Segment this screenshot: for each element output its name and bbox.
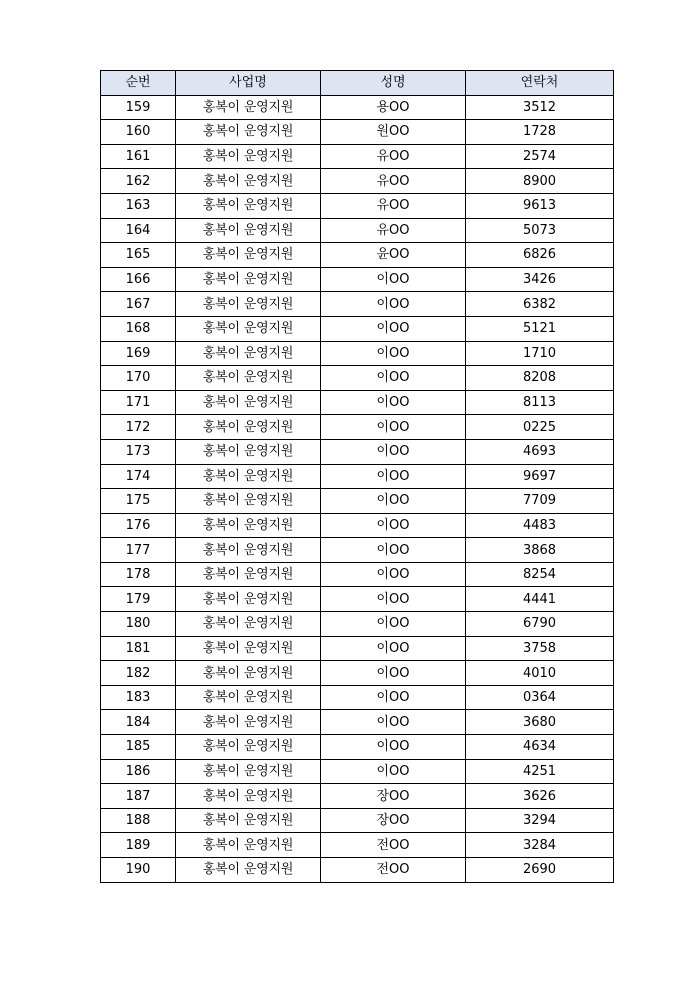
cell-number: 172 — [101, 415, 176, 440]
table-row — [101, 759, 614, 784]
cell-contact: 5073 — [466, 218, 614, 243]
table-row — [101, 439, 614, 464]
cell-contact: 3512 — [466, 95, 614, 120]
cell-name: 이OO — [321, 316, 466, 341]
cell-name: 유OO — [321, 218, 466, 243]
cell-project: 홍복이 운영지원 — [176, 562, 321, 587]
cell-number: 185 — [101, 735, 176, 760]
table-row — [101, 464, 614, 489]
cell-number: 162 — [101, 169, 176, 194]
table-row — [101, 858, 614, 883]
cell-number: 183 — [101, 685, 176, 710]
cell-number: 167 — [101, 292, 176, 317]
cell-name: 장OO — [321, 808, 466, 833]
table-row — [101, 661, 614, 686]
cell-project: 홍복이 운영지원 — [176, 833, 321, 858]
cell-project: 홍복이 운영지원 — [176, 169, 321, 194]
cell-number: 178 — [101, 562, 176, 587]
cell-project: 홍복이 운영지원 — [176, 366, 321, 391]
cell-name: 이OO — [321, 390, 466, 415]
table-row — [101, 808, 614, 833]
cell-contact: 3626 — [466, 784, 614, 809]
cell-number: 187 — [101, 784, 176, 809]
cell-name: 이OO — [321, 464, 466, 489]
cell-number: 171 — [101, 390, 176, 415]
cell-contact: 4693 — [466, 439, 614, 464]
cell-contact: 6790 — [466, 612, 614, 637]
cell-project: 홍복이 운영지원 — [176, 218, 321, 243]
cell-contact: 2690 — [466, 858, 614, 883]
cell-project: 홍복이 운영지원 — [176, 193, 321, 218]
table-row — [101, 267, 614, 292]
cell-name: 윤OO — [321, 243, 466, 268]
cell-name: 이OO — [321, 267, 466, 292]
cell-project: 홍복이 운영지원 — [176, 735, 321, 760]
cell-contact: 3758 — [466, 636, 614, 661]
cell-name: 유OO — [321, 169, 466, 194]
cell-name: 장OO — [321, 784, 466, 809]
table-row — [101, 636, 614, 661]
cell-number: 173 — [101, 439, 176, 464]
cell-number: 186 — [101, 759, 176, 784]
table-row — [101, 120, 614, 145]
cell-number: 182 — [101, 661, 176, 686]
cell-number: 174 — [101, 464, 176, 489]
table-row — [101, 218, 614, 243]
cell-project: 홍복이 운영지원 — [176, 661, 321, 686]
cell-number: 179 — [101, 587, 176, 612]
cell-number: 175 — [101, 489, 176, 514]
cell-name: 이OO — [321, 489, 466, 514]
table-row — [101, 341, 614, 366]
cell-number: 161 — [101, 144, 176, 169]
cell-contact: 8208 — [466, 366, 614, 391]
cell-project: 홍복이 운영지원 — [176, 267, 321, 292]
cell-name: 이OO — [321, 513, 466, 538]
table-row — [101, 489, 614, 514]
cell-number: 166 — [101, 267, 176, 292]
table-row — [101, 415, 614, 440]
cell-contact: 0364 — [466, 685, 614, 710]
table-row — [101, 243, 614, 268]
cell-name: 이OO — [321, 341, 466, 366]
header-row — [101, 71, 614, 96]
cell-number: 184 — [101, 710, 176, 735]
cell-number: 160 — [101, 120, 176, 145]
cell-name: 이OO — [321, 538, 466, 563]
cell-name: 이OO — [321, 710, 466, 735]
cell-project: 홍복이 운영지원 — [176, 513, 321, 538]
cell-contact: 8254 — [466, 562, 614, 587]
cell-name: 이OO — [321, 415, 466, 440]
cell-contact: 4483 — [466, 513, 614, 538]
cell-contact: 4441 — [466, 587, 614, 612]
cell-project: 홍복이 운영지원 — [176, 612, 321, 637]
cell-number: 163 — [101, 193, 176, 218]
table-row — [101, 685, 614, 710]
cell-project: 홍복이 운영지원 — [176, 710, 321, 735]
table-row — [101, 193, 614, 218]
cell-contact: 1728 — [466, 120, 614, 145]
cell-contact: 3294 — [466, 808, 614, 833]
table-row — [101, 95, 614, 120]
cell-name: 원OO — [321, 120, 466, 145]
cell-number: 169 — [101, 341, 176, 366]
cell-contact: 9613 — [466, 193, 614, 218]
header-cell-contact: 연락처 — [466, 71, 614, 96]
cell-contact: 4634 — [466, 735, 614, 760]
cell-project: 홍복이 운영지원 — [176, 439, 321, 464]
cell-name: 이OO — [321, 735, 466, 760]
cell-number: 190 — [101, 858, 176, 883]
cell-project: 홍복이 운영지원 — [176, 390, 321, 415]
cell-name: 용OO — [321, 95, 466, 120]
cell-number: 168 — [101, 316, 176, 341]
cell-name: 이OO — [321, 636, 466, 661]
cell-project: 홍복이 운영지원 — [176, 341, 321, 366]
cell-name: 이OO — [321, 292, 466, 317]
header-cell-name: 성명 — [321, 71, 466, 96]
cell-project: 홍복이 운영지원 — [176, 415, 321, 440]
table-row — [101, 833, 614, 858]
cell-project: 홍복이 운영지원 — [176, 784, 321, 809]
cell-number: 159 — [101, 95, 176, 120]
table-row — [101, 538, 614, 563]
cell-contact: 3868 — [466, 538, 614, 563]
table-row — [101, 390, 614, 415]
cell-name: 이OO — [321, 759, 466, 784]
table-row — [101, 587, 614, 612]
cell-project: 홍복이 운영지원 — [176, 120, 321, 145]
cell-name: 전OO — [321, 833, 466, 858]
table-header — [101, 71, 614, 96]
cell-name: 유OO — [321, 193, 466, 218]
table-row — [101, 612, 614, 637]
cell-project: 홍복이 운영지원 — [176, 538, 321, 563]
table-row — [101, 316, 614, 341]
cell-contact: 6826 — [466, 243, 614, 268]
cell-name: 이OO — [321, 587, 466, 612]
cell-name: 이OO — [321, 366, 466, 391]
cell-contact: 2574 — [466, 144, 614, 169]
cell-project: 홍복이 운영지원 — [176, 759, 321, 784]
cell-contact: 8113 — [466, 390, 614, 415]
roster-table — [100, 70, 614, 883]
cell-name: 전OO — [321, 858, 466, 883]
cell-project: 홍복이 운영지원 — [176, 144, 321, 169]
cell-project: 홍복이 운영지원 — [176, 685, 321, 710]
table-row — [101, 144, 614, 169]
cell-name: 유OO — [321, 144, 466, 169]
table-row — [101, 784, 614, 809]
table-row — [101, 710, 614, 735]
table-row — [101, 562, 614, 587]
cell-number: 180 — [101, 612, 176, 637]
cell-project: 홍복이 운영지원 — [176, 292, 321, 317]
cell-number: 177 — [101, 538, 176, 563]
cell-contact: 5121 — [466, 316, 614, 341]
cell-number: 170 — [101, 366, 176, 391]
cell-contact: 1710 — [466, 341, 614, 366]
cell-name: 이OO — [321, 685, 466, 710]
cell-project: 홍복이 운영지원 — [176, 489, 321, 514]
cell-number: 188 — [101, 808, 176, 833]
cell-name: 이OO — [321, 562, 466, 587]
table-row — [101, 366, 614, 391]
header-cell-project: 사업명 — [176, 71, 321, 96]
cell-project: 홍복이 운영지원 — [176, 636, 321, 661]
cell-project: 홍복이 운영지원 — [176, 95, 321, 120]
table-row — [101, 735, 614, 760]
cell-contact: 3426 — [466, 267, 614, 292]
header-cell-number: 순번 — [101, 71, 176, 96]
table-body — [101, 95, 614, 882]
cell-number: 165 — [101, 243, 176, 268]
cell-contact: 6382 — [466, 292, 614, 317]
cell-contact: 0225 — [466, 415, 614, 440]
cell-contact: 4251 — [466, 759, 614, 784]
cell-contact: 9697 — [466, 464, 614, 489]
cell-number: 181 — [101, 636, 176, 661]
cell-name: 이OO — [321, 612, 466, 637]
cell-name: 이OO — [321, 661, 466, 686]
cell-contact: 4010 — [466, 661, 614, 686]
cell-contact: 3284 — [466, 833, 614, 858]
table-row — [101, 513, 614, 538]
cell-project: 홍복이 운영지원 — [176, 587, 321, 612]
table-row — [101, 292, 614, 317]
cell-project: 홍복이 운영지원 — [176, 316, 321, 341]
table-row — [101, 169, 614, 194]
cell-project: 홍복이 운영지원 — [176, 464, 321, 489]
cell-project: 홍복이 운영지원 — [176, 243, 321, 268]
cell-number: 164 — [101, 218, 176, 243]
cell-contact: 7709 — [466, 489, 614, 514]
cell-project: 홍복이 운영지원 — [176, 858, 321, 883]
cell-project: 홍복이 운영지원 — [176, 808, 321, 833]
cell-contact: 3680 — [466, 710, 614, 735]
cell-name: 이OO — [321, 439, 466, 464]
cell-contact: 8900 — [466, 169, 614, 194]
cell-number: 176 — [101, 513, 176, 538]
cell-number: 189 — [101, 833, 176, 858]
